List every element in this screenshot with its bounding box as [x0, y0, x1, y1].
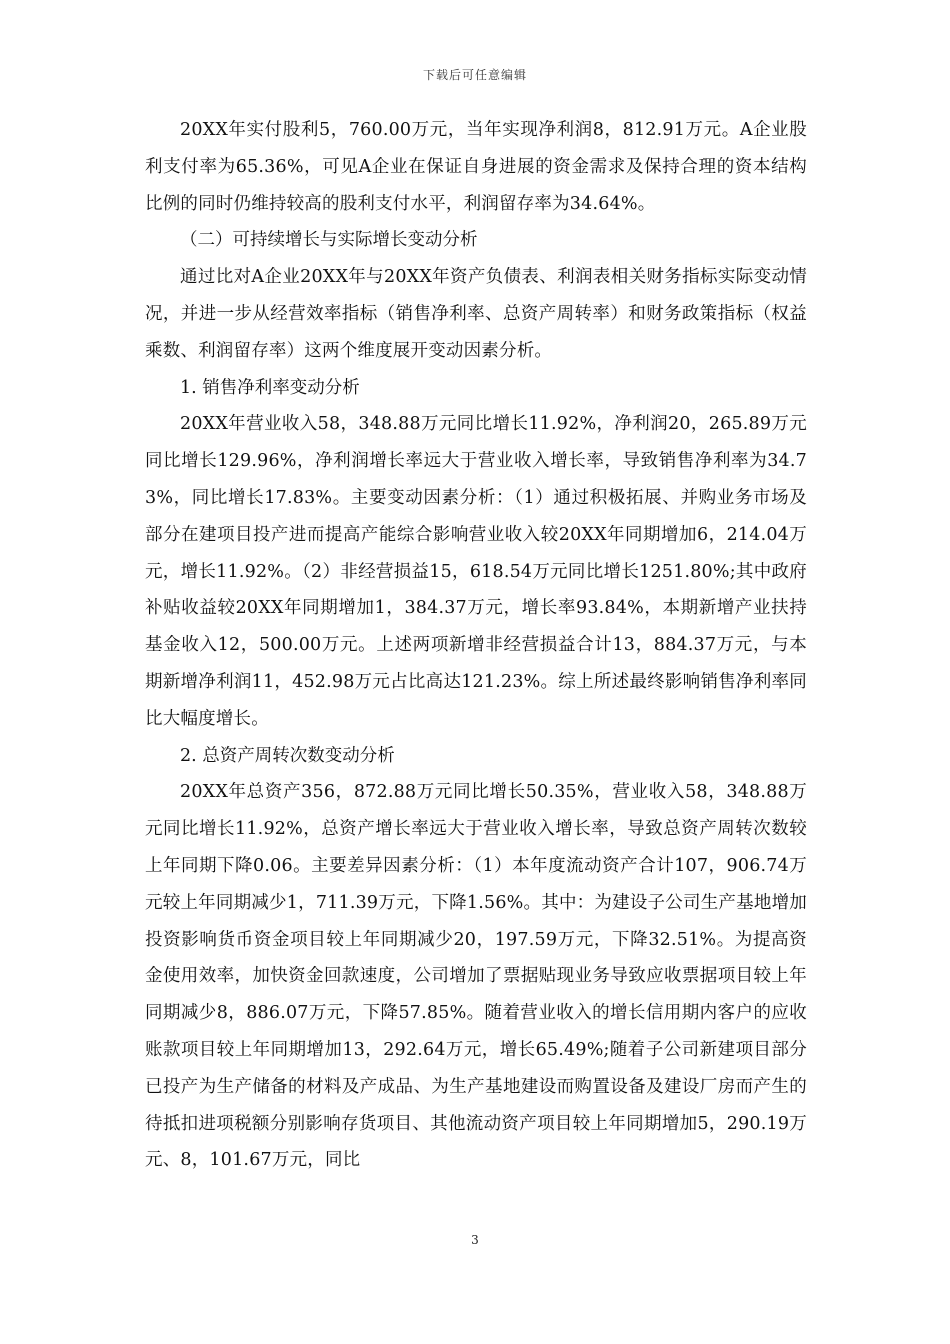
paragraph-dividend: 20XX年实付股利5，760.00万元，当年实现净利润8，812.91万元。A企业股利支付率为65.36%，可见A企业在保证自身进展的资金需求及保持合理的资本结构比例的同时仍维持较高的股利支付水平，利润留存率为34.64%。 — [145, 120, 807, 214]
paragraph-asset-turnover: 20XX年总资产356，872.88万元同比增长50.35%，营业收入58，348.88万元同比增长11.92%，总资产增长率远大于营业收入增长率，导致总资产周转次数较上年同期下降0.06。主要差异因素分析：（1）本年度流动资产合计107，906.74万元较上年同期减少1，711.39万元，下降1.56%。其中：为建设子公司生产基地增加投资影响货币资金项目较上年同期减少20，197.59万元，下降32.51%。为提高资金使用效率，加快资金回款速度，公司增加了票据贴现业务导致应收票据项目较上年同期减少8，886.07万元，下降57.85%。随着营业收入的增长信用期内客户的应收账款项目较上年同期增加13，292.64万元，增长65.49%;随着子公司新建项目部分已投产为生产储备的材料及产成品、为生产基地建设而购置设备及建设厂房而产生的待抵扣进项税额分别影响存货项目、其他流动资产项目较上年同期增加5，290.19万元、8，101.67万元，同比 — [145, 782, 807, 1171]
subsection-heading-net-margin: 1. 销售净利率变动分析 — [180, 377, 360, 398]
paragraph-net-margin: 20XX年营业收入58，348.88万元同比增长11.92%，净利润20，265.89万元同比增长129.96%，净利润增长率远大于营业收入增长率，导致销售净利率为34.73%，同比增长17.83%。主要变动因素分析：（1）通过积极拓展、并购业务市场及部分在建项目投产进而提高产能综合影响营业收入较20XX年同期增加6，214.04万元，增长11.92%。（2）非经营损益15，618.54万元同比增长1251.80%;其中政府补贴收益较20XX年同期增加1，384.37万元，增长率93.84%，本期新增产业扶持基金收入12，500.00万元。上述两项新增非经营损益合计13，884.37万元，与本期新增净利润11，452.98万元占比高达121.23%。综上所述最终影响销售净利率同比大幅度增长。 — [145, 414, 807, 729]
paragraph-comparison: 通过比对A企业20XX年与20XX年资产负债表、利润表相关财务指标实际变动情况，并进一步从经营效率指标（销售净利率、总资产周转率）和财务政策指标（权益乘数、利润留存率）这两个维度展开变动因素分析。 — [145, 267, 807, 361]
page-number: 3 — [471, 1233, 479, 1247]
section-heading-sustainable-growth: （二）可持续增长与实际增长变动分析 — [180, 230, 478, 251]
page-header: 下载后可任意编辑 — [422, 68, 527, 82]
subsection-heading-asset-turnover: 2. 总资产周转次数变动分析 — [180, 745, 395, 766]
document-body — [145, 112, 807, 1179]
